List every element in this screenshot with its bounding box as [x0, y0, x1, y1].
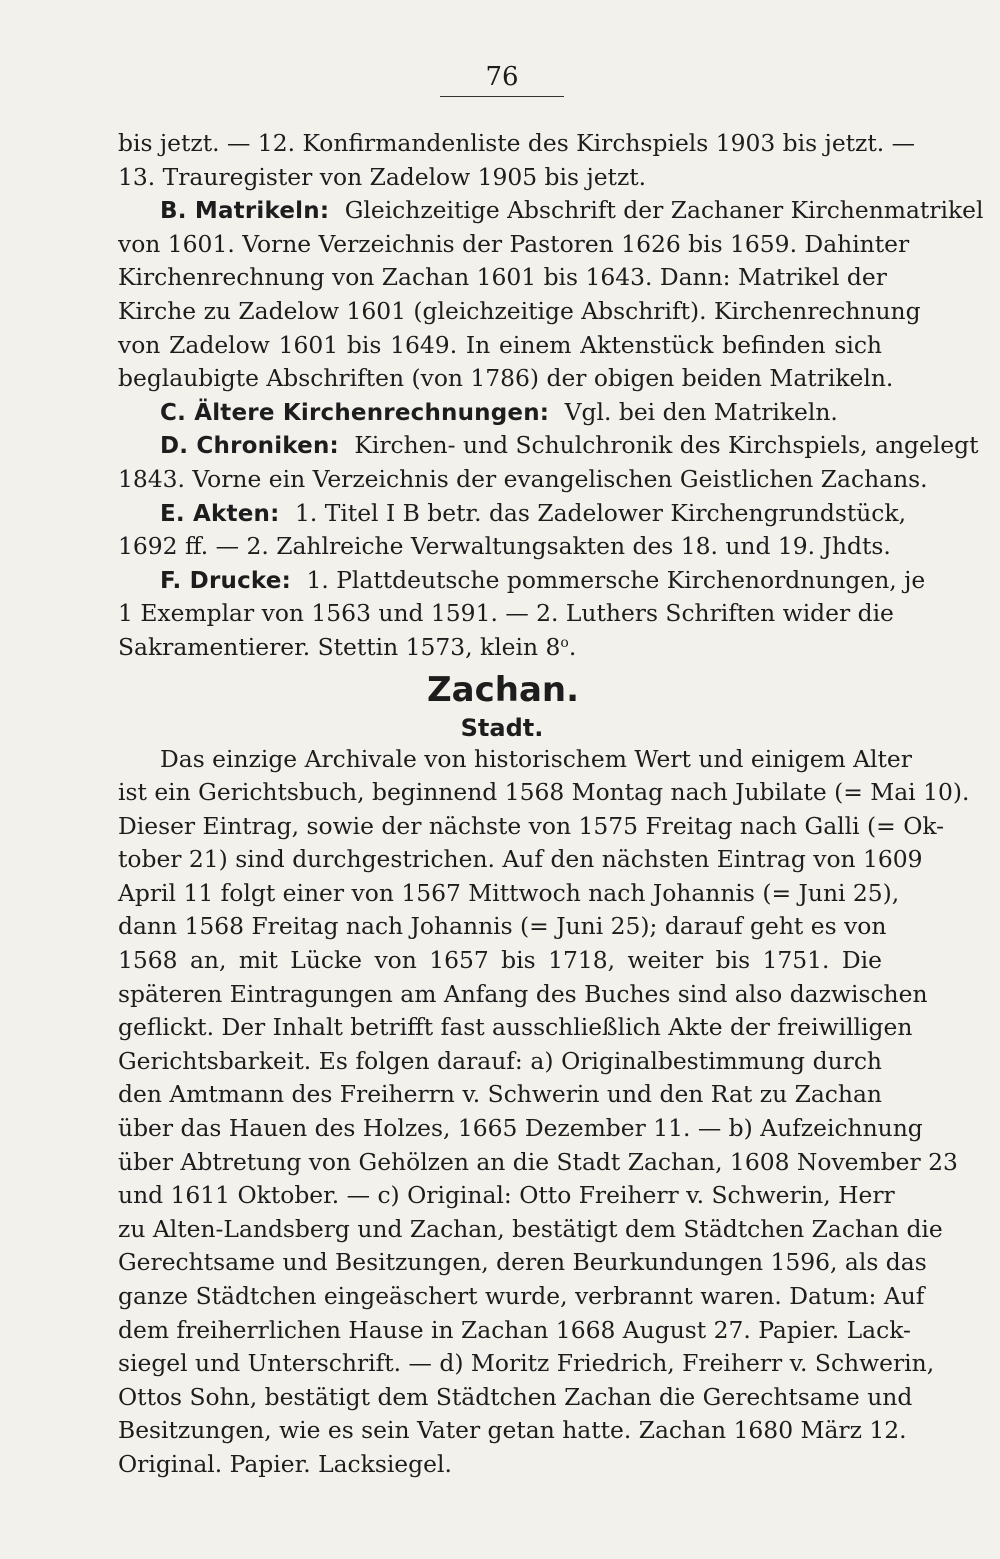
section-d	[118, 429, 979, 463]
text-line: 1692 ff. — 2. Zahlreiche Verwaltungsakten des 18. und 19. Jhdts.	[118, 532, 891, 561]
section-heading-e: E. Akten:	[160, 500, 280, 527]
section-heading-b: B. Matrikeln:	[160, 198, 330, 225]
text-line: von Zadelow 1601 bis 1649. In einem Aktenstück befinden sich	[118, 330, 882, 359]
text-fragment: .	[568, 632, 577, 661]
text-line: 1. Titel I B betr. das Zadelower Kirchengrundstück,	[294, 498, 907, 527]
section-f	[118, 564, 926, 598]
text-line: Kirchenrechnung von Zachan 1601 bis 1643. Dann: Matrikel der	[118, 263, 887, 292]
text-line: bis jetzt. — 12. Konfirmandenliste des Kirchspiels 1903 bis jetzt. —	[118, 129, 916, 157]
text-line: Kirche zu Zadelow 1601 (gleichzeitige Abschrift). Kirchenrechnung	[118, 296, 921, 325]
text-line: über das Hauen des Holzes, 1665 Dezember 11. — b) Aufzeichnung	[118, 1114, 923, 1143]
text-line: dem freiherrlichen Hause in Zachan 1668 August 27. Papier. Lack-	[118, 1315, 911, 1344]
text-line: 1 Exemplar von 1563 und 1591. — 2. Luthers Schriften wider die	[118, 599, 894, 628]
section-c	[118, 396, 882, 430]
text-line: Dieser Eintrag, sowie der nächste von 1575 Freitag nach Galli (= Ok-	[118, 811, 945, 840]
section-heading-c: C. Ältere Kirchenrechnungen:	[160, 399, 550, 426]
page-number: 76	[440, 62, 564, 97]
text-line: späteren Eintragungen am Anfang des Buches sind also dazwischen	[118, 979, 928, 1008]
text-line: April 11 folgt einer von 1567 Mittwoch nach Johannis (= Juni 25),	[118, 878, 900, 907]
text-line: dann 1568 Freitag nach Johannis (= Juni 25); darauf geht es von	[118, 912, 887, 941]
text-line: Das einzige Archivale von historischem Wert und einigem Alter	[160, 744, 912, 773]
superscript: o	[560, 634, 569, 651]
section-b	[118, 194, 984, 228]
section-heading-d: D. Chroniken:	[160, 433, 339, 460]
text-line: Vgl. bei den Matrikeln.	[564, 397, 838, 426]
text-line	[118, 631, 882, 665]
section-heading-f: F. Drucke:	[160, 567, 291, 594]
text-line: Gleichzeitige Abschrift der Zachaner Kirchenmatrikel	[344, 196, 984, 225]
text-line: 1568 an, mit Lücke von 1657 bis 1718, weiter bis 1751. Die	[118, 946, 882, 975]
text-line: beglaubigte Abschriften (von 1786) der obigen beiden Matrikeln.	[118, 364, 894, 393]
text-line: Kirchen- und Schulchronik des Kirchspiels, angelegt	[354, 431, 979, 460]
text-line: geflickt. Der Inhalt betrifft fast ausschließlich Akte der freiwilligen	[118, 1013, 913, 1042]
text-line: Ottos Sohn, bestätigt dem Städtchen Zachan die Gerechtsame und	[118, 1382, 913, 1411]
page-body	[118, 127, 984, 1482]
text-line: 1843. Vorne ein Verzeichnis der evangelischen Geistlichen Zachans.	[118, 464, 928, 493]
text-line: über Abtretung von Gehölzen an die Stadt Zachan, 1608 November 23	[118, 1147, 958, 1176]
text-line: zu Alten-Landsberg und Zachan, bestätigt dem Städtchen Zachan die	[118, 1214, 943, 1243]
text-line: siegel und Unterschrift. — d) Moritz Friedrich, Freiherr v. Schwerin,	[118, 1349, 935, 1378]
text-line: und 1611 Oktober. — c) Original: Otto Freiherr v. Schwerin, Herr	[118, 1181, 895, 1210]
text-line: den Amtmann des Freiherrn v. Schwerin und den Rat zu Zachan	[118, 1080, 882, 1109]
text-fragment: Sakramentierer. Stettin 1573, klein 8	[118, 632, 561, 661]
text-line: ist ein Gerichtsbuch, beginnend 1568 Montag nach Jubilate (= Mai 10).	[118, 778, 970, 807]
text-line: Gerichtsbarkeit. Es folgen darauf: a) Originalbestimmung durch	[118, 1046, 882, 1075]
text-line: ganze Städtchen eingeäschert wurde, verbrannt waren. Datum: Auf	[118, 1282, 925, 1310]
text-line: 13. Trauregister von Zadelow 1905 bis jetzt.	[118, 162, 647, 191]
place-title: Zachan.	[426, 669, 580, 710]
text-line: Besitzungen, wie es sein Vater getan hatte. Zachan 1680 März 12.	[118, 1416, 907, 1445]
text-line: tober 21) sind durchgestrichen. Auf den nächsten Eintrag von 1609	[118, 845, 923, 874]
text-line: von 1601. Vorne Verzeichnis der Pastoren 1626 bis 1659. Dahinter	[118, 229, 910, 258]
text-line: Original. Papier. Lacksiegel.	[118, 1449, 452, 1478]
text-line: 1. Plattdeutsche pommersche Kirchenordnungen, je	[306, 565, 926, 594]
section-e	[118, 497, 907, 531]
place-subtitle: Stadt.	[460, 713, 544, 742]
text-line: Gerechtsame und Besitzungen, deren Beurkundungen 1596, als das	[118, 1248, 927, 1277]
